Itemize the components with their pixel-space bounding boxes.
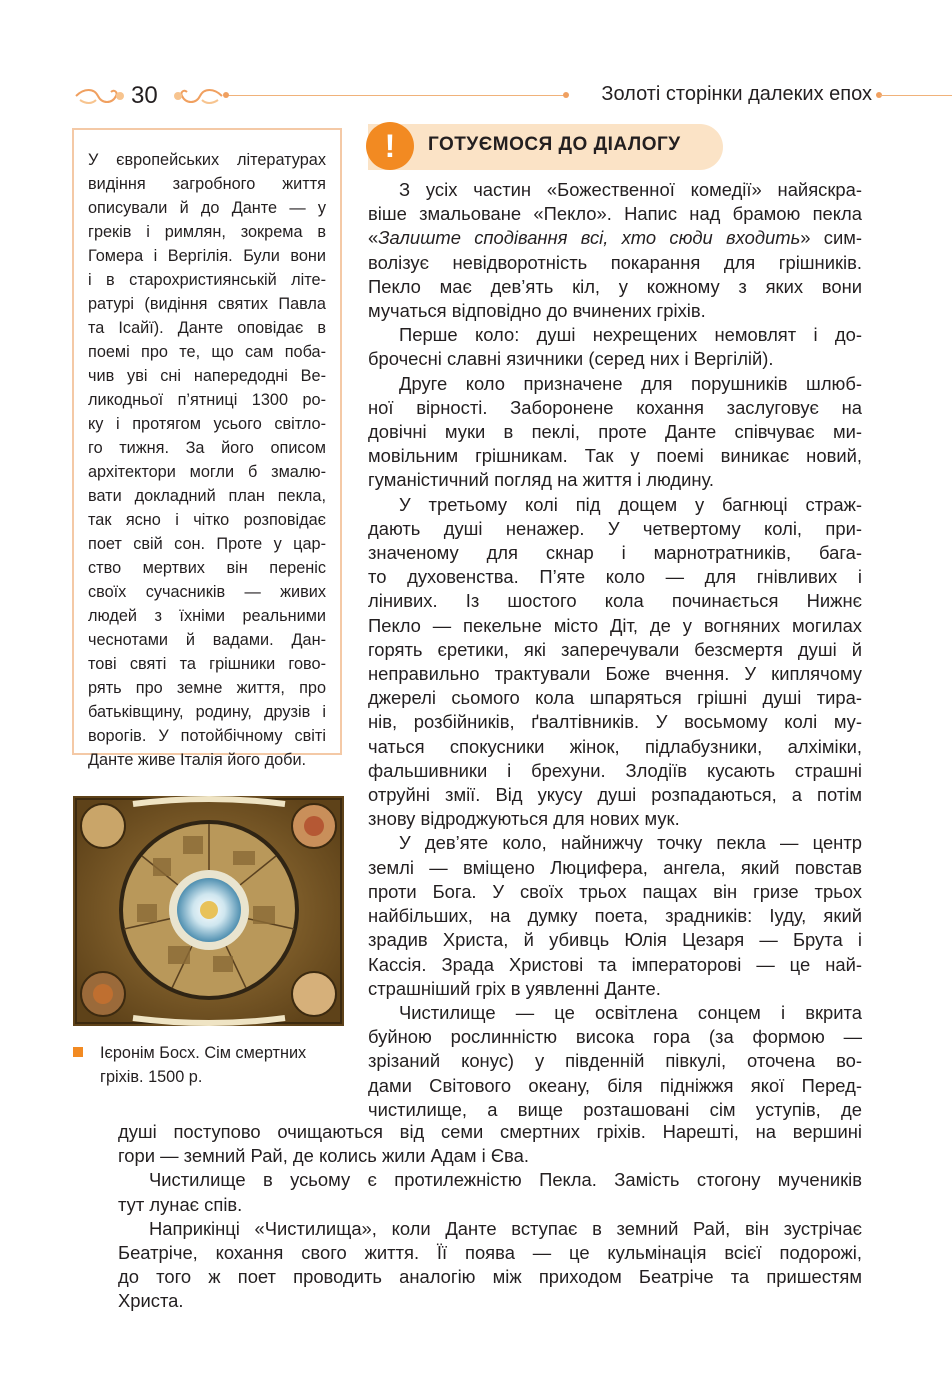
text-line: зрадив Христа, й убивць Юлія Цезаря — Брута і <box>368 929 862 951</box>
exclamation-icon: ! <box>366 122 414 170</box>
text-line: Пекло — пекельне місто Діт, де у вогняних могилах <box>368 614 862 636</box>
sidebar-note-text <box>88 148 326 772</box>
text-line: волізує невідворотність покарання для грішників. <box>368 251 862 273</box>
sidebar-line: ку і протягом усього світло- <box>88 415 326 433</box>
text-line: гуманістичний погляд на життя і людину. <box>368 469 715 491</box>
paragraph-p6_cont <box>118 1120 862 1168</box>
page-header <box>0 74 952 118</box>
sidebar-line: ратурі (видіння святих Павла <box>88 295 326 313</box>
text-line: Христа. <box>118 1290 184 1312</box>
text-line: мучаться відповідно до вчинених гріхів. <box>368 300 706 322</box>
sidebar-line: чив уві сні напередодні Ве- <box>88 367 326 385</box>
text-line: лінивих. Із шостого кола починається Нижнє <box>368 590 862 612</box>
text-line: дами Світового океану, біля підніжжя якої Перед- <box>368 1074 862 1096</box>
paragraph-p2 <box>368 323 862 371</box>
text-line: горять єретики, які заперечували безсмертя душі й <box>368 638 862 660</box>
gate-inscription-quote: Залиште сподівання всі, хто сюди входить <box>378 227 801 249</box>
sidebar-line: го тижня. За його описом <box>88 439 326 457</box>
text-line: Перше коло: душі нехрещених немовлят і до- <box>399 324 862 346</box>
text-line: дають душі ненажер. У четвертому колі, при- <box>368 517 862 539</box>
text-line: джерелі сьомого кола шпаряться грішні душі тира- <box>368 687 862 709</box>
caption-marker <box>73 1047 83 1057</box>
text-line: проти Бога. У своїх трьох пащах він гризе трьох <box>368 880 862 902</box>
header-rule-left <box>226 95 566 96</box>
text-line: брочесні славні язичники (серед них і Вергілій). <box>368 348 774 370</box>
quote-close-mark: » <box>800 227 811 249</box>
painting-seven-deadly-sins <box>73 796 344 1026</box>
text-line: Беатріче, кохання свого життя. Її поява — це кульмінація всієї подорожі, <box>118 1242 862 1264</box>
text-line: чистилище, а вище розташовані сім уступів, де <box>368 1098 862 1120</box>
text-line: землі — вміщено Люцифера, ангела, який повстав <box>368 856 862 878</box>
quote-open-mark: « <box>368 227 379 249</box>
sidebar-line: вати докладний план пекла, <box>88 487 326 505</box>
sidebar-line: архітектори могли б змалю- <box>88 463 326 481</box>
sidebar-line: та Ісайї). Данте оповідає в <box>88 319 326 337</box>
text-line: мовільним грішникам. Так у поемі виникає новий, <box>368 445 862 467</box>
sidebar-line: чеснотами й вадами. Дан- <box>88 631 326 649</box>
right-flourish-ornament <box>172 84 224 108</box>
sidebar-line: так ясно і чітко розповідає <box>88 511 326 529</box>
full-width-text <box>118 1120 862 1314</box>
text-line: значеному для скнар і марнотратників, бага- <box>368 542 862 564</box>
rubric-title: ГОТУЄМОСЯ ДО ДІАЛОГУ <box>428 134 681 155</box>
text-line: віше змальоване «Пекло». Напис над брамою пекла <box>368 203 862 225</box>
text-line: гори — земний Рай, де колись жили Адам і Єва. <box>118 1145 529 1167</box>
text-line: чаться спокусники жінок, підлабузники, алхіміки, <box>368 735 862 757</box>
text-line: тут лунає спів. <box>118 1193 243 1215</box>
sidebar-line: Данте живе Італія його доби. <box>88 751 307 769</box>
paragraph-p3 <box>368 372 862 493</box>
header-rule-dot <box>563 92 569 98</box>
text-line: страшніший гріх в уявленні Данте. <box>368 977 661 999</box>
text-line: У третьому колі під дощем у багнюці страж- <box>399 493 862 515</box>
text-line: буйною рослинністю висока гора (за формою — <box>368 1026 862 1048</box>
text-line: до того ж поет проводить аналогію між приходом Беатріче та пришестям <box>118 1266 862 1288</box>
text-fragment: сим- <box>823 227 862 249</box>
text-line: ної вірності. Заборонене кохання заслуговує на <box>368 396 862 418</box>
main-text-column <box>368 178 862 1122</box>
header-rule-dot <box>223 92 229 98</box>
text-line: душі поступово очищаються від семи смертних гріхів. Нарешті, на вершині <box>118 1121 862 1142</box>
painting-illustration <box>73 796 344 1026</box>
paragraph-p5 <box>368 831 862 1000</box>
paragraph-p8 <box>118 1217 862 1314</box>
sidebar-line: У європейських літературах <box>88 151 326 169</box>
sidebar-line: ство мертвих він переніс <box>88 559 326 577</box>
paragraph-p4 <box>368 493 862 832</box>
text-line: Наприкінці «Чистилища», коли Данте вступає в земний Рай, він зустрічає <box>149 1217 862 1239</box>
sidebar-line: і в старохристиянській літе- <box>88 271 326 289</box>
text-line: Пекло має дев’ять кіл, у кожному з яких вони <box>368 275 862 297</box>
sidebar-line: рять про земне життя, про <box>88 679 326 697</box>
paragraph-1 <box>368 178 862 323</box>
sidebar-line: греків і римлян, зокрема в <box>88 223 326 241</box>
caption-line: гріхів. 1500 р. <box>100 1068 203 1086</box>
text-line: то духовенства. П’яте коло — для гнівливих і <box>368 566 862 588</box>
text-line: довічні муки в пеклі, проте Данте співчуває ми- <box>368 421 862 443</box>
text-line-with-quote <box>368 226 862 250</box>
header-rule-right <box>880 95 952 96</box>
paragraph-p7 <box>118 1168 862 1216</box>
left-flourish-ornament <box>74 84 126 108</box>
sidebar-line: людей з їхніми реальними <box>88 607 326 625</box>
text-line: Друге коло призначене для порушників шлюб- <box>399 372 862 394</box>
text-line: отруйні змії. Від укусу душі розпадаються, а потім <box>368 784 862 806</box>
text-line: Чистилище — це освітлена сонцем і вкрита <box>399 1001 862 1023</box>
sidebar-line: батьківщину, родину, друзів і <box>88 703 326 721</box>
page-number: 30 <box>131 82 158 109</box>
text-line: неправильно трактували Боже вчення. У киплячому <box>368 663 862 685</box>
text-line: знову відроджуються для нових мук. <box>368 808 680 830</box>
sidebar-line: Гомера і Вергілія. Були вони <box>88 247 326 265</box>
sidebar-line: тові святі та грішники гово- <box>88 655 326 673</box>
text-line: нів, розбійників, ґвалтівників. У восьмому колі му- <box>368 711 862 733</box>
sidebar-line: поемі про те, що сам поба- <box>88 343 326 361</box>
caption-line: Ієронім Босх. Сім смертних <box>100 1044 307 1062</box>
text-line: У дев’яте коло, найнижчу точку пекла — центр <box>399 832 862 854</box>
sidebar-line: ворогів. У потойбічному світі <box>88 727 326 745</box>
text-line: Кассія. Зрада Христові та імператорові — це най- <box>368 953 862 975</box>
text-line: Чистилище в усьому є протилежністю Пекла. Замість стогону мучеників <box>149 1169 862 1191</box>
sidebar-line: ликодньої п’ятниці 1300 ро- <box>88 391 326 409</box>
running-title: Золоті сторінки далеких епох <box>601 83 872 105</box>
text-line: фальшивники і брехуни. Злодіїв кусають страшні <box>368 759 862 781</box>
text-line: найбільших, на думку поета, зрадників: Іуду, який <box>368 905 862 927</box>
sidebar-note-box <box>72 128 342 769</box>
sidebar-line: описували й до Данте — у <box>88 199 326 217</box>
sidebar-line: своїх сучасників — живих <box>88 583 326 601</box>
sidebar-line: видіння загробного життя <box>88 175 326 193</box>
text-line: зрізаний конус) у південній півкулі, оточена во- <box>368 1050 862 1072</box>
main-paragraphs <box>368 323 862 1122</box>
sidebar-line: поет свій сон. Проте у цар- <box>88 535 326 553</box>
paragraph-p6 <box>368 1001 862 1122</box>
figure-caption <box>100 1041 350 1089</box>
text-line: З усіх частин «Божественної комедії» найяскра- <box>399 179 862 200</box>
